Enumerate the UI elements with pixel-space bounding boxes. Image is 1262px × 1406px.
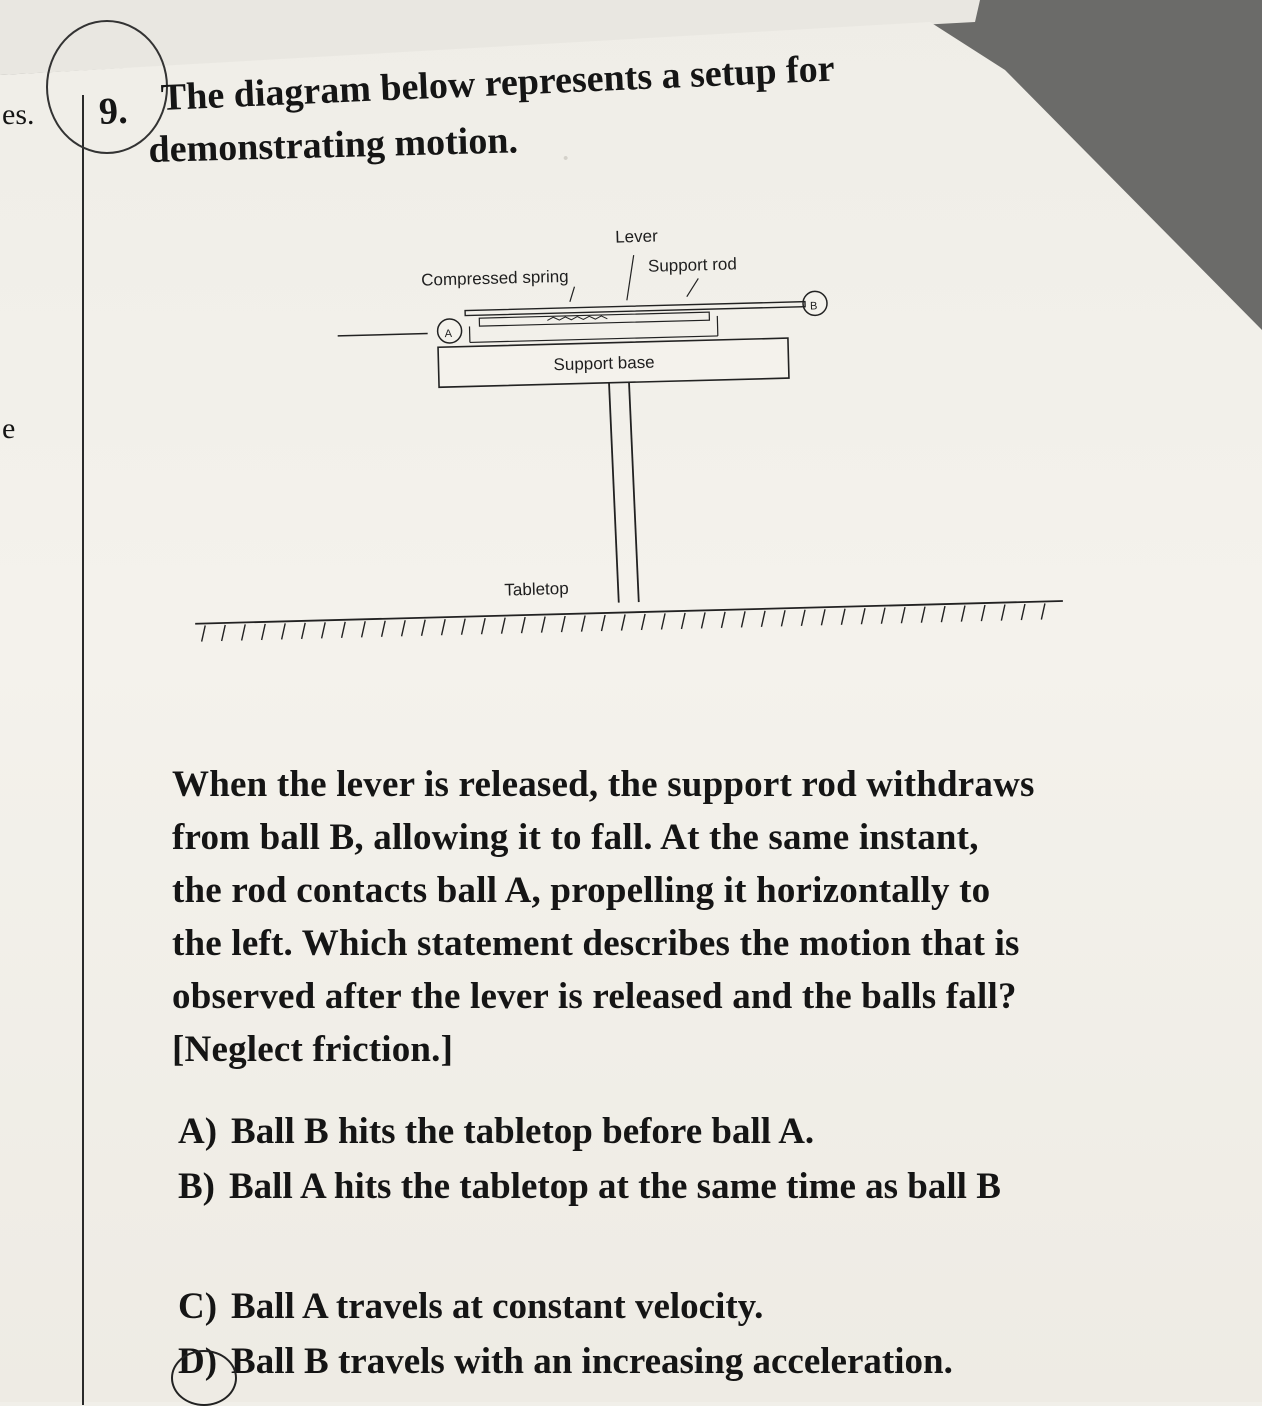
label-lever: Lever [615, 226, 658, 246]
margin-fragment-middle: e [2, 412, 15, 446]
selected-answer-circle [171, 1350, 237, 1406]
rod-pointer [686, 278, 698, 296]
support-leg-right [629, 382, 639, 602]
option-c-key: C) [178, 1285, 217, 1328]
margin-line [82, 95, 84, 1405]
option-b-text: Ball A hits the tabletop at the same time as ball B [229, 1166, 1001, 1207]
option-d[interactable] [178, 1340, 953, 1383]
option-b-key: B) [178, 1165, 215, 1208]
margin-fragment-top: es. [2, 98, 35, 132]
option-a-key: A) [178, 1110, 217, 1153]
bracket-right [717, 316, 718, 336]
option-d-text: Ball B travels with an increasing acceleration. [231, 1341, 953, 1382]
body-line-2: from ball B, allowing it to fall. At the same instant, [172, 811, 1132, 864]
label-tabletop: Tabletop [504, 579, 569, 600]
body-line-1: When the lever is released, the support rod withdraws [172, 758, 1132, 811]
support-rod [465, 302, 805, 316]
body-line-6: [Neglect friction.] [172, 1023, 1132, 1076]
option-d-key: D) [178, 1340, 217, 1383]
option-c-text: Ball A travels at constant velocity. [231, 1286, 763, 1327]
label-support-rod: Support rod [648, 254, 737, 275]
ball-a-label: A [445, 328, 453, 340]
question-body [172, 758, 1132, 1076]
tabletop-surface [195, 601, 1063, 624]
body-line-3: the rod contacts ball A, propelling it horizontally to [172, 864, 1132, 917]
spring-pointer [569, 287, 574, 302]
direction-arrow-line [338, 334, 428, 336]
body-line-5: observed after the lever is released and the balls fall? [172, 970, 1132, 1023]
label-support-base: Support base [553, 353, 655, 375]
lever-pointer [626, 255, 635, 300]
option-a-text: Ball B hits the tabletop before ball A. [231, 1111, 814, 1152]
motion-setup-diagram [190, 220, 1090, 660]
ball-b-label: B [810, 300, 818, 312]
bleed-through-decoration: · [560, 140, 639, 178]
tabletop-hatching [201, 603, 1045, 641]
support-leg-left [609, 383, 619, 603]
option-c[interactable] [178, 1285, 763, 1328]
question-title-line2: demonstrating motion. [148, 118, 518, 172]
body-line-4: the left. Which statement describes the motion that is [172, 917, 1132, 970]
option-b[interactable] [178, 1165, 1001, 1208]
question-number: 9. [98, 89, 128, 134]
question-title-line1: The diagram below represents a setup for [160, 47, 835, 120]
label-compressed-spring: Compressed spring [421, 267, 569, 290]
option-a[interactable] [178, 1110, 814, 1153]
